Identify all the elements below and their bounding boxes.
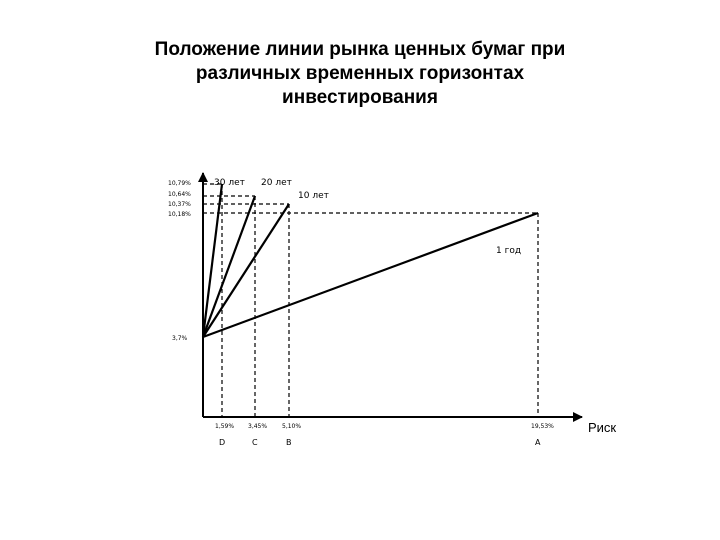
title-line-3: инвестирования bbox=[282, 87, 438, 108]
point-letter-B: B bbox=[286, 438, 292, 447]
sml-line-2 bbox=[203, 204, 289, 337]
y-tick-label-1: 10,64% bbox=[168, 191, 191, 198]
series-label-1: 20 лет bbox=[261, 178, 292, 188]
x-tick-label-0: 1,59% bbox=[215, 423, 235, 430]
sml-line-3 bbox=[203, 213, 538, 337]
axes bbox=[203, 173, 582, 417]
x-tick-label-3: 19,53% bbox=[531, 423, 554, 430]
dashed-guides bbox=[203, 184, 538, 417]
title-line-1: Положение линии рынка ценных бумаг при bbox=[154, 39, 566, 60]
y-tick-label-0: 10,79% bbox=[168, 180, 191, 187]
y-tick-label-3: 10,18% bbox=[168, 211, 191, 218]
series-label-2: 10 лет bbox=[298, 191, 329, 201]
y-tick-label-2: 10,37% bbox=[168, 201, 191, 208]
sml-lines bbox=[203, 184, 538, 337]
title-line-2: различных временных горизонтах bbox=[195, 63, 525, 84]
x-axis-label: Риск bbox=[588, 420, 617, 435]
x-tick-label-1: 3,45% bbox=[248, 423, 268, 430]
intercept-label: 3,7% bbox=[172, 335, 188, 342]
chart-labels bbox=[168, 178, 554, 447]
point-letter-D: D bbox=[219, 438, 226, 447]
x-tick-label-2: 5,10% bbox=[282, 423, 302, 430]
point-letter-A: A bbox=[535, 438, 541, 447]
series-label-0: 30 лет bbox=[214, 178, 245, 188]
series-label-3: 1 год bbox=[496, 246, 522, 256]
point-letter-C: C bbox=[252, 438, 258, 447]
